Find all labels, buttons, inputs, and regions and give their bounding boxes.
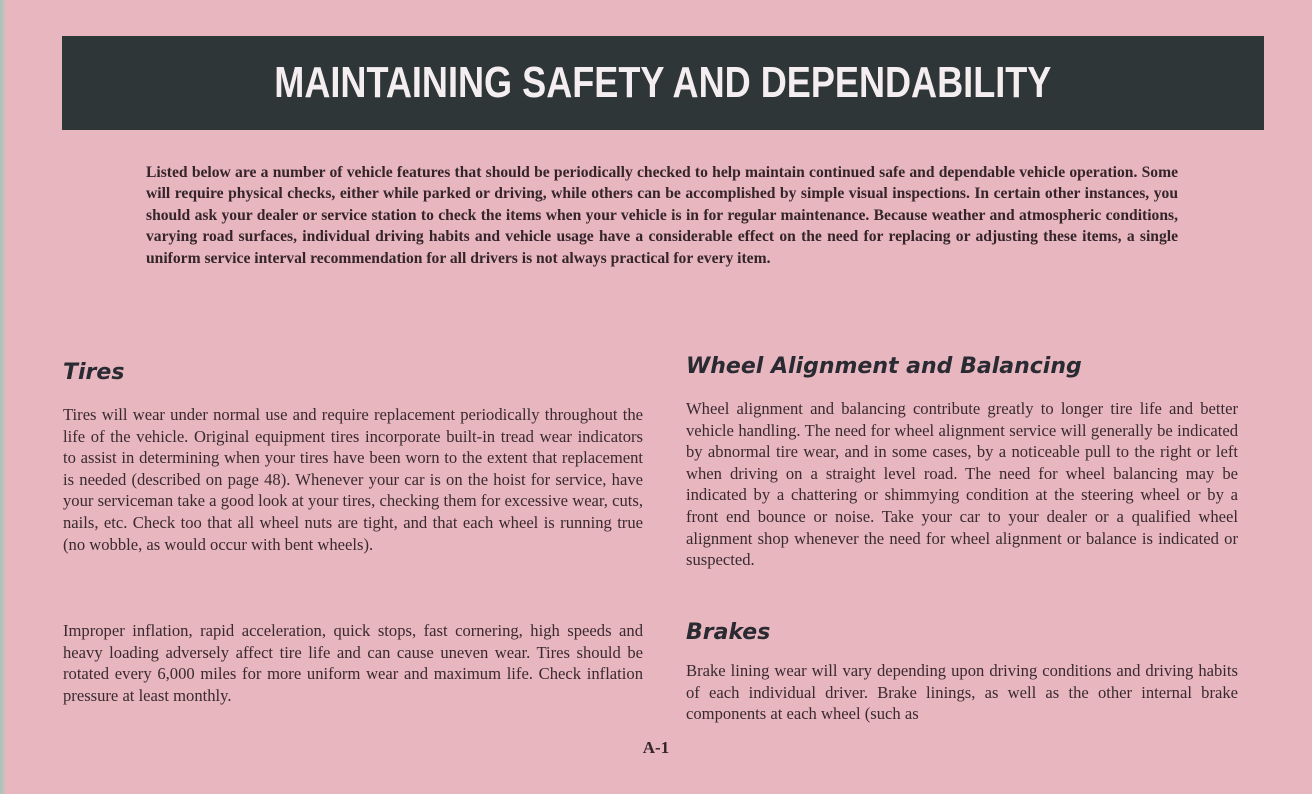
intro-paragraph: Listed below are a number of vehicle features that should be periodically checked to help maintain continued safe and dependable vehicle operation. Some will require physical checks, either while parked or driving, while others can be accomplished by simple visual inspections. In certain other instances, you should ask your dealer or service station to check the items when your vehicle is in for regular maintenance. Because weather and atmospheric conditions, varying road surfaces, individual driving habits and vehicle usage have a considerable effect on the need for replacing or adjusting these items, a single uniform service interval recommendation for all drivers is not always practical for every item.: [146, 164, 1178, 267]
page-edge: [0, 0, 6, 794]
brakes-paragraph: Brake lining wear will vary depending upon driving conditions and driving habits of each individual driver. Brake linings, as well as the other internal brake components at each wheel (such as: [686, 661, 1238, 724]
wheel-alignment-paragraph: Wheel alignment and balancing contribute greatly to longer tire life and better vehicle handling. The need for wheel alignment service will generally be indicated by abnormal tire wear, and in some cases, by a noticeable pull to the right or left when driving on a straight level road. The need for wheel balancing may be indicated by a chattering or shimmying condition at the steering wheel or by a front end bounce or noise. Take your car to your dealer or a qualified wheel alignment shop whenever the need for wheel alignment or balance is indicated or suspected.: [686, 399, 1238, 570]
tires-heading: Tires: [63, 360, 125, 385]
page-title: MAINTAINING SAFETY AND DEPENDABILITY: [274, 58, 1052, 107]
tires-paragraph-2: Improper inflation, rapid acceleration, quick stops, fast cornering, high speeds and heavy loading adversely affect tire life and can cause uneven wear. Tires should be rotated every 6,000 miles for more uniform wear and maximum life. Check inflation pressure at least monthly.: [63, 621, 643, 705]
wheel-alignment-heading: Wheel Alignment and Balancing: [686, 354, 1082, 379]
title-banner: [62, 36, 1264, 130]
page-number: A-1: [642, 738, 670, 757]
tires-paragraph-1: Tires will wear under normal use and require replacement periodically throughout the life of the vehicle. Original equipment tires incorporate built-in tread wear indicators to assist in determining when your tires have been worn to the extent that replacement is needed (described on page 48). Whenever your car is on the hoist for service, have your serviceman take a good look at your tires, checking them for excessive wear, cuts, nails, etc. Check too that all wheel nuts are tight, and that each wheel is running true (no wobble, as would occur with bent wheels).: [63, 405, 643, 554]
brakes-heading: Brakes: [686, 620, 771, 645]
